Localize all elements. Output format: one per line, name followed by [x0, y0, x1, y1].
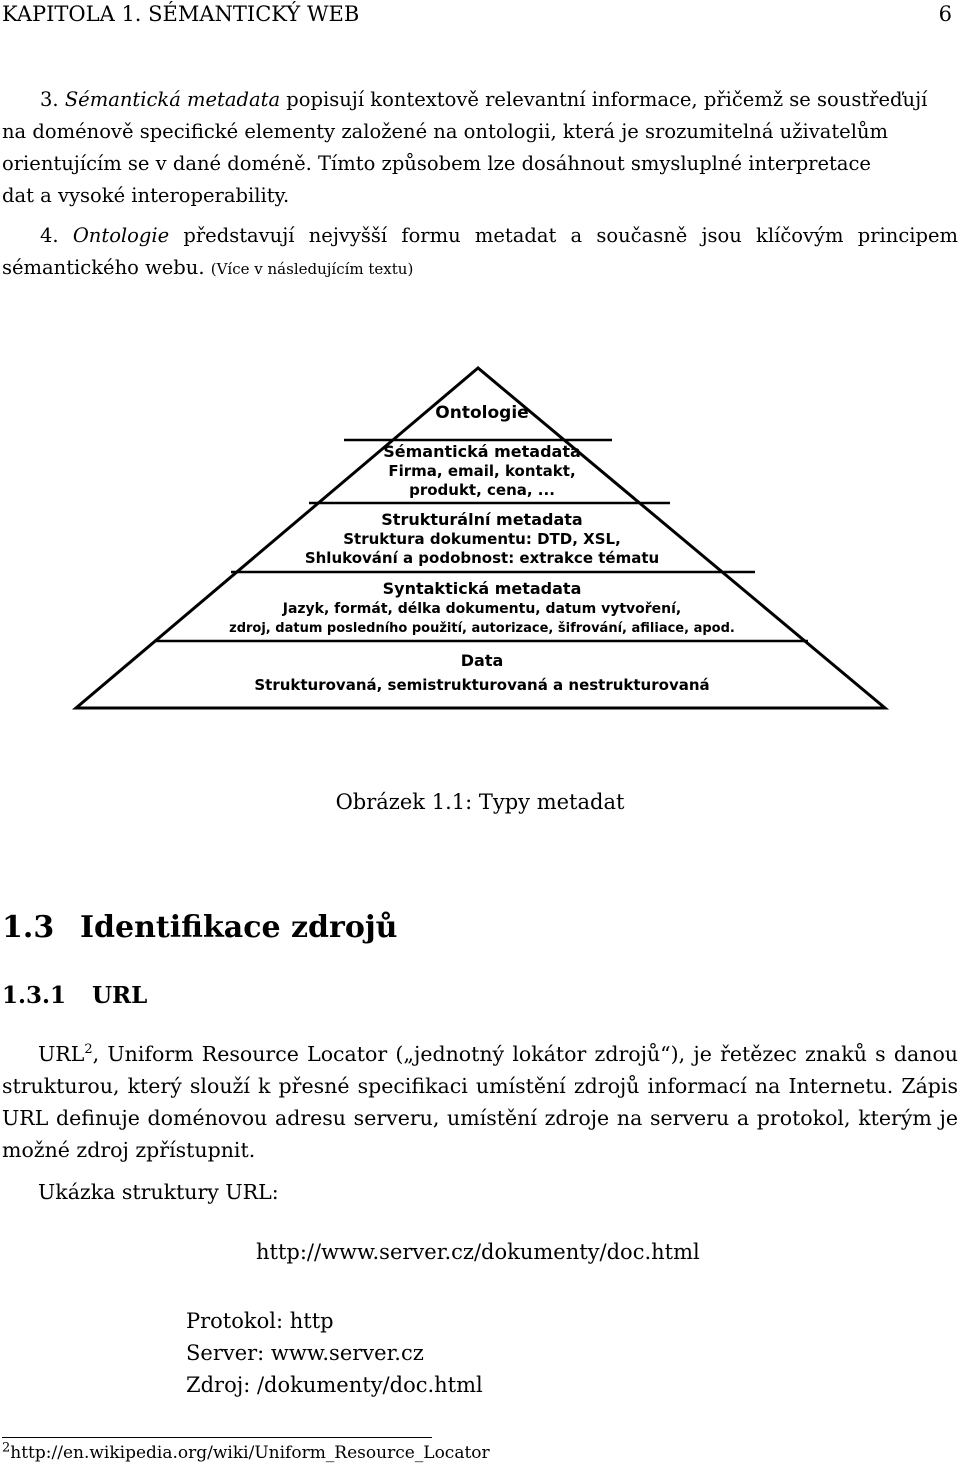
- chapter-title: KAPITOLA 1. SÉMANTICKÝ WEB: [2, 2, 360, 26]
- list-item-4-line-1: 4. Ontologie představují nejvyšší formu metadat a současně jsou klíčovým principem: [40, 224, 958, 247]
- paragraph-line-2: strukturou, který slouží k přesné specifikaci umístění zdrojů informací na Internetu. Zápis: [2, 1074, 958, 1098]
- level-syntakticka-title: Syntaktická metadata: [382, 579, 582, 598]
- footnote-ref[interactable]: 2: [84, 1042, 93, 1058]
- metadata-pyramid-figure: [70, 360, 890, 715]
- list-item-4: [2, 220, 958, 285]
- list-item-3-line-1: 3. Sémantická metadata popisují kontextově relevantní informace, přičemž se soustřeďují: [40, 88, 928, 111]
- figure-caption: Obrázek 1.1: Typy metadat: [335, 790, 625, 814]
- term-semantic-metadata: Sémantická metadata: [64, 88, 281, 111]
- list-item-3-line-4: dat a vysoké interoperability.: [2, 184, 290, 207]
- footnote-rule: [2, 1437, 432, 1438]
- list-item-3-line-2: na doménově specifické elementy založené na ontologii, která je srozumitelná uživatelům: [2, 120, 889, 143]
- running-header: [2, 2, 952, 30]
- level-data-line: Strukturovaná, semistrukturovaná a nestrukturovaná: [254, 676, 710, 694]
- level-strukturalni-line: Shlukování a podobnost: extrakce tématu: [304, 549, 660, 567]
- note-more-info: (Více v následujícím textu): [210, 260, 414, 278]
- url-part-source: Zdroj: /dokumenty/doc.html: [186, 1373, 483, 1397]
- url-part-protocol: Protokol: http: [186, 1309, 334, 1333]
- section-heading: [2, 910, 398, 945]
- list-number: 3.: [40, 88, 59, 111]
- paragraph-line-3: URL definuje doménovou adresu serveru, umístění zdroje na serveru a protokol, kterým je: [2, 1106, 958, 1130]
- list-item-3: [2, 84, 958, 212]
- level-semanticka-line: produkt, cena, ...: [409, 481, 555, 499]
- footnote: [2, 1440, 490, 1463]
- level-syntakticka-line: zdroj, datum posledního použití, autorizace, šifrování, afiliace, apod.: [229, 621, 735, 636]
- url-paragraph: [2, 1038, 958, 1166]
- footnote-link[interactable]: http://en.wikipedia.org/wiki/Uniform_Resource_Locator: [10, 1443, 490, 1463]
- level-data-title: Data: [460, 651, 504, 670]
- example-url: http://www.server.cz/dokumenty/doc.html: [256, 1240, 700, 1264]
- url-part-server: Server: www.server.cz: [186, 1341, 424, 1365]
- section-title: Identifikace zdrojů: [80, 910, 398, 945]
- level-semanticka-line: Firma, email, kontakt,: [388, 462, 576, 480]
- list-number: 4.: [40, 224, 59, 247]
- list-item-4-line-2: sémantického webu. (Více v následujícím textu): [2, 256, 414, 279]
- example-intro: Ukázka struktury URL:: [38, 1180, 279, 1204]
- subsection-title: URL: [92, 982, 148, 1009]
- paragraph-line-4: možné zdroj zpřístupnit.: [2, 1138, 256, 1162]
- section-number: 1.3: [2, 910, 55, 945]
- term-ontologie: Ontologie: [72, 224, 170, 247]
- level-strukturalni-line: Struktura dokumentu: DTD, XSL,: [343, 530, 621, 548]
- subsection-number: 1.3.1: [2, 982, 67, 1009]
- level-syntakticka-line: Jazyk, formát, délka dokumentu, datum vytvoření,: [282, 601, 682, 617]
- footnote-mark: 2: [2, 1440, 11, 1456]
- paragraph-line-1: URL$^2$, Uniform Resource Locator („jednotný lokátor zdrojů“), je řetězec znaků s danou: [38, 1042, 958, 1066]
- list-item-3-line-3: orientujícím se v dané doméně. Tímto způsobem lze dosáhnout smysluplné interpretace: [2, 152, 871, 175]
- level-ontologie-title: Ontologie: [435, 403, 529, 423]
- level-strukturalni-title: Strukturální metadata: [381, 510, 583, 529]
- level-semanticka-title: Sémantická metadata: [383, 442, 581, 461]
- subsection-heading: [2, 982, 147, 1009]
- page-number: 6: [938, 2, 952, 26]
